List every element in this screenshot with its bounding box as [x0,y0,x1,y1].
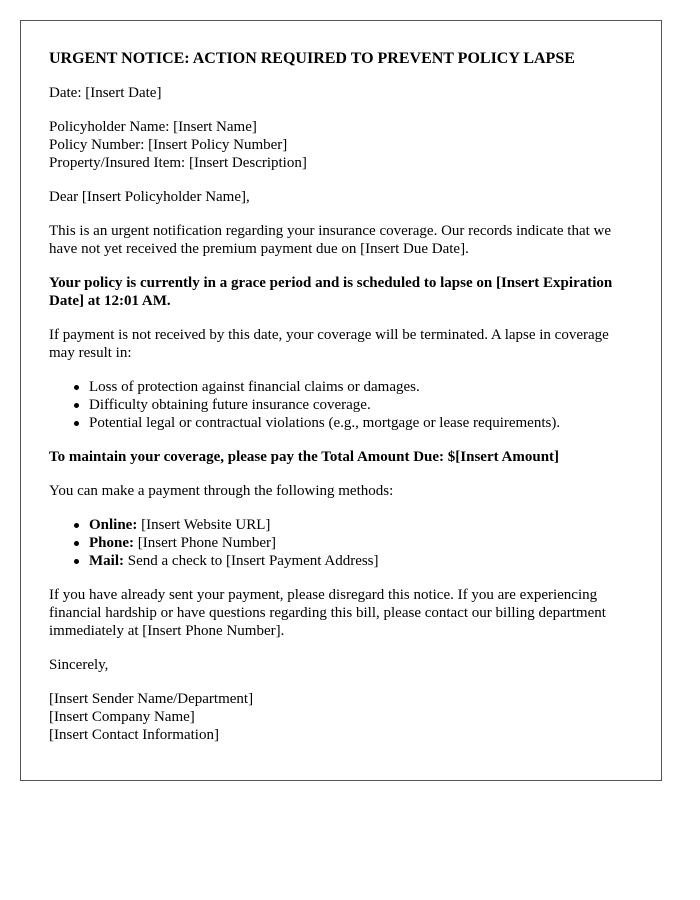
policy-number-line: Policy Number: [Insert Policy Number] [49,137,288,153]
bullet-icon [74,516,79,534]
payment-method-label: Phone: [89,535,134,551]
policyholder-name-line: Policyholder Name: [Insert Name] [49,119,257,135]
payment-method-phone [89,534,633,552]
payment-method-value: [Insert Website URL] [137,517,271,533]
payment-method-label: Online: [89,517,138,533]
consequence-text: Difficulty obtaining future insurance coverage. [89,397,371,413]
insured-item-line: Property/Insured Item: [Insert Description] [49,155,307,171]
payment-method-mail [89,552,633,570]
company-name-line: [Insert Company Name] [49,709,195,725]
consequences-list [49,378,633,432]
payment-method-online [89,516,633,534]
signature-block [49,690,633,744]
payment-method-value: Send a check to [Insert Payment Address] [124,553,379,569]
list-item [89,396,633,414]
intro-paragraph: This is an urgent notification regarding your insurance coverage. Our records indicate that we have not yet received the premium payment due on [Insert Due Date]. [49,223,612,257]
list-item [89,378,633,396]
consequence-text: Potential legal or contractual violations (e.g., mortgage or lease requirements). [89,415,561,431]
grace-period-paragraph: Your policy is currently in a grace period and is scheduled to lapse on [Insert Expiration Date] at 12:01 AM. [49,275,613,309]
bullet-icon [74,378,79,396]
notice-title: URGENT NOTICE: ACTION REQUIRED TO PREVENT POLICY LAPSE [49,50,575,67]
notice-letter [20,20,662,781]
policy-info [49,118,633,172]
bullet-icon [74,534,79,552]
consequence-text: Loss of protection against financial claims or damages. [89,379,420,395]
bullet-icon [74,414,79,432]
sign-off: Sincerely, [49,657,109,673]
payment-method-value: [Insert Phone Number] [134,535,277,551]
termination-paragraph: If payment is not received by this date, your coverage will be terminated. A lapse in coverage may result in: [49,327,609,361]
bullet-icon [74,396,79,414]
list-item [89,414,633,432]
payment-method-label: Mail: [89,553,124,569]
payment-intro: You can make a payment through the following methods: [49,483,394,499]
contact-info-line: [Insert Contact Information] [49,727,219,743]
amount-due-paragraph: To maintain your coverage, please pay the Total Amount Due: $[Insert Amount] [49,449,560,465]
bullet-icon [74,552,79,570]
date-line: Date: [Insert Date] [49,85,162,101]
sender-name-line: [Insert Sender Name/Department] [49,691,254,707]
closing-paragraph: If you have already sent your payment, please disregard this notice. If you are experiencing financial hardship or have questions regarding this bill, please contact our billing department immediately at [Insert Phone Number]. [49,587,606,639]
greeting: Dear [Insert Policyholder Name], [49,189,250,205]
payment-methods-list [49,516,633,570]
